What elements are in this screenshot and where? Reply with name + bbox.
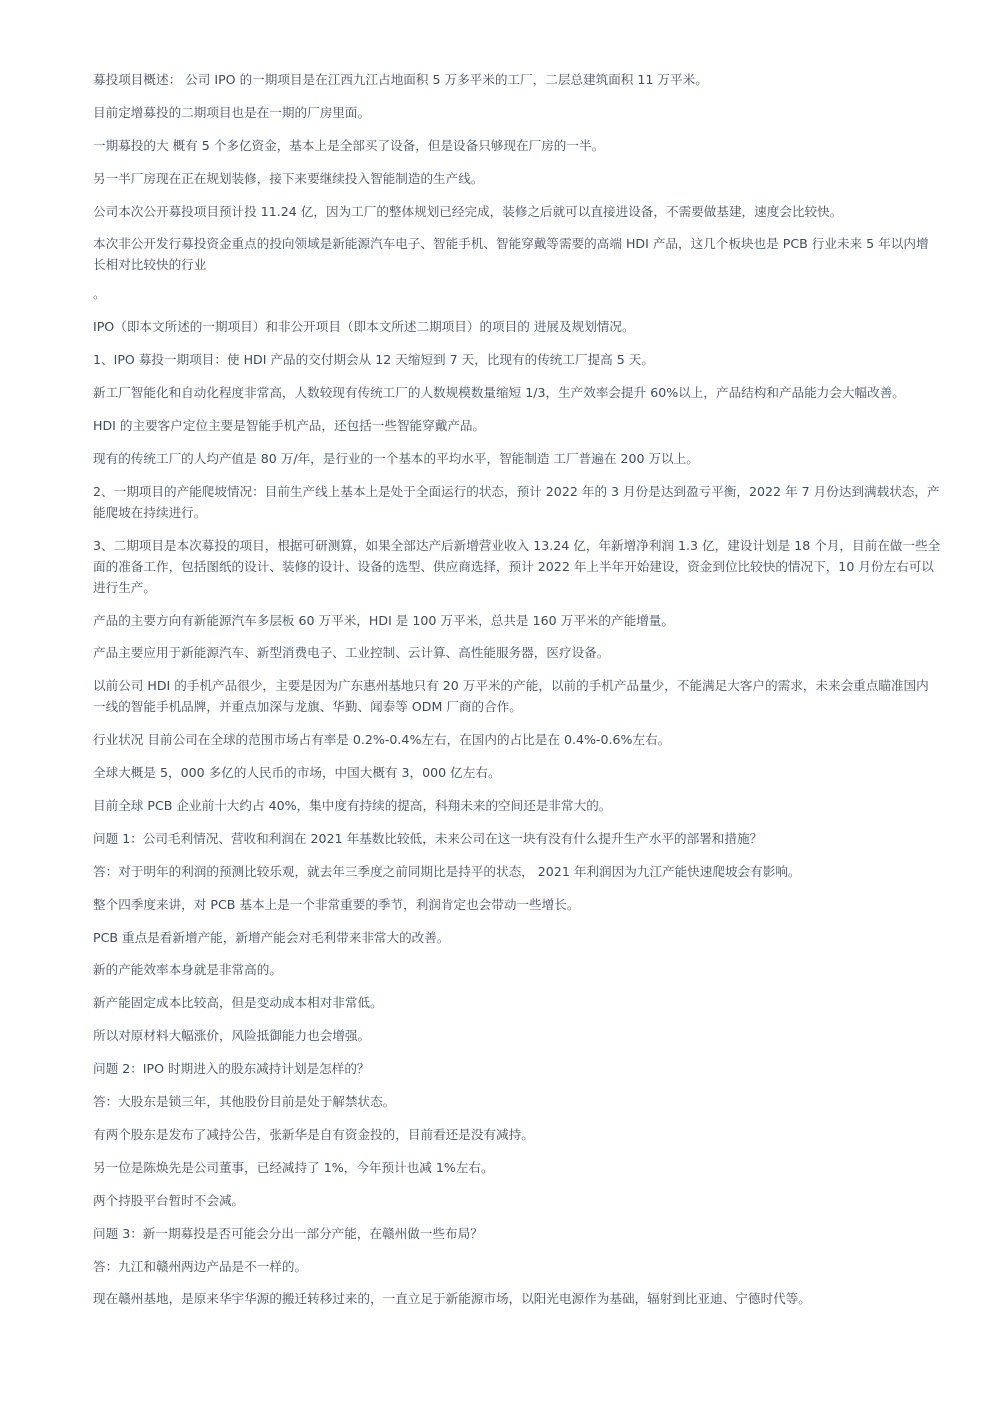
paragraph: 目前定增募投的二期项目也是在一期的厂房里面。 bbox=[93, 104, 371, 120]
paragraph-question: 问题 3：新一期募投是否可能会分出一部分产能，在赣州做一些布局？ bbox=[93, 1225, 483, 1241]
paragraph: 新的产能效率本身就是非常高的。 bbox=[93, 962, 282, 978]
paragraph: 1、IPO 募投一期项目：使 HDI 产品的交付期会从 12 天缩短到 7 天，比现有的传统工厂提高 5 天。 bbox=[93, 352, 654, 368]
paragraph: 有两个股东是发布了减持公告，张新华是自有资金投的，目前看还是没有减持。 bbox=[93, 1126, 534, 1142]
paragraph: 另一位是陈焕先是公司董事，已经减持了 1%，今年预计也减 1%左右。 bbox=[93, 1159, 494, 1175]
paragraph: 产品的主要方向有新能源汽车多层板 60 万平米，HDI 是 100 万平米，总共是 160 万平米的产能增量。 bbox=[93, 612, 674, 628]
paragraph: 所以对原材料大幅涨价，风险抵御能力也会增强。 bbox=[93, 1028, 371, 1044]
document-body bbox=[93, 69, 941, 1321]
paragraph: 行业状况 目前公司在全球的范围市场占有率是 0.2%-0.4%左右，在国内的占比是在 0.4%-0.6%左右。 bbox=[93, 732, 671, 748]
paragraph: 目前全球 PCB 企业前十大约占 40%，集中度有持续的提高，科翔未来的空间还是非常大的。 bbox=[93, 798, 612, 814]
paragraph: 一期募投的大 概有 5 个多亿资金，基本上是全部买了设备，但是设备只够现在厂房的一半。 bbox=[93, 137, 605, 153]
paragraph: 以前公司 HDI 的手机产品很少，主要是因为广东惠州基地只有 20 万平米的产能，以前的手机产品量少，不能满足大客户的需求，未来会重点瞄准国内一线的智能手机品牌，并重点加深与龙旗、华勤、闻泰等 ODM 厂商的合作。 bbox=[93, 678, 929, 715]
paragraph: 整个四季度来讲，对 PCB 基本上是一个非常重要的季节，利润肯定也会带动一些增长。 bbox=[93, 896, 580, 912]
paragraph: 新产能固定成本比较高，但是变动成本相对非常低。 bbox=[93, 995, 383, 1011]
paragraph-answer: 答：大股东是锁三年，其他股份目前是处于解禁状态。 bbox=[93, 1094, 396, 1110]
paragraph: 现在赣州基地，是原来华宇华源的搬迁转移过来的，一直立足于新能源市场，以阳光电源作为基础，辐射到比亚迪、宁德时代等。 bbox=[93, 1291, 811, 1307]
paragraph: 产品主要应用于新能源汽车、新型消费电子、工业控制、云计算、高性能服务器，医疗设备。 bbox=[93, 645, 610, 661]
paragraph: PCB 重点是看新增产能，新增产能会对毛利带来非常大的改善。 bbox=[93, 929, 450, 945]
paragraph: 另一半厂房现在正在规划装修，接下来要继续投入智能制造的生产线。 bbox=[93, 170, 484, 186]
paragraph-question: 问题 2：IPO 时期进入的股东减持计划是怎样的？ bbox=[93, 1061, 370, 1077]
paragraph: 2、一期项目的产能爬坡情况：目前生产线上基本上是处于全面运行的状态，预计 2022 年的 3 月份是达到盈亏平衡，2022 年 7 月份达到满载状态，产能爬坡在持续进行。 bbox=[93, 483, 940, 520]
paragraph: 公司本次公开募投项目预计投 11.24 亿，因为工厂的整体规划已经完成，装修之后就可以直接进设备，不需要做基建，速度会比较快。 bbox=[93, 203, 843, 219]
paragraph-period: 。 bbox=[93, 286, 106, 302]
paragraph: 本次非公开发行募投资金重点的投向领域是新能源汽车电子、智能手机、智能穿戴等需要的高端 HDI 产品，这几个板块也是 PCB 行业未来 5 年以内增长相对比较快的行业 bbox=[93, 236, 929, 273]
paragraph: 3、二期项目是本次募投的项目，根据可研测算，如果全部达产后新增营业收入 13.24 亿，年新增净利润 1.3 亿，建设计划是 18 个月，目前在做一些全面的准备工作，包括图纸的设计、装修的设计、设备的选型、供应商选择，预计 2022 年上半年开始建设，资金到位比较快的情况下，10 月份左右可以进行生产。 bbox=[93, 537, 941, 595]
paragraph: HDI 的主要客户定位主要是智能手机产品，还包括一些智能穿戴产品。 bbox=[93, 418, 486, 434]
paragraph-answer: 答：对于明年的利润的预测比较乐观，就去年三季度之前同期比是持平的状态， 2021 年利润因为九江产能快速爬坡会有影响。 bbox=[93, 863, 801, 879]
paragraph: 全球大概是 5，000 多亿的人民币的市场，中国大概有 3，000 亿左右。 bbox=[93, 765, 501, 781]
paragraph: 募投项目概述： 公司 IPO 的一期项目是在江西九江占地面积 5 万多平米的工厂，二层总建筑面积 11 万平米。 bbox=[93, 72, 708, 87]
paragraph-question: 问题 1：公司毛利情况、营收和利润在 2021 年基数比较低，未来公司在这一块有没有什么提升生产水平的部署和措施？ bbox=[93, 830, 763, 846]
paragraph-answer: 答：九江和赣州两边产品是不一样的。 bbox=[93, 1258, 308, 1274]
paragraph: 新工厂智能化和自动化程度非常高，人数较现有传统工厂的人数规模数量缩短 1/3，生产效率会提升 60%以上，产品结构和产品能力会大幅改善。 bbox=[93, 385, 905, 401]
paragraph: 两个持股平台暂时不会减。 bbox=[93, 1192, 245, 1208]
paragraph: 现有的传统工厂的人均产值是 80 万/年，是行业的一个基本的平均水平，智能制造 工厂普遍在 200 万以上。 bbox=[93, 450, 699, 466]
paragraph: IPO（即本文所述的一期项目）和非公开项目（即本文所述二期项目）的项目的 进展及规划情况。 bbox=[93, 319, 635, 335]
